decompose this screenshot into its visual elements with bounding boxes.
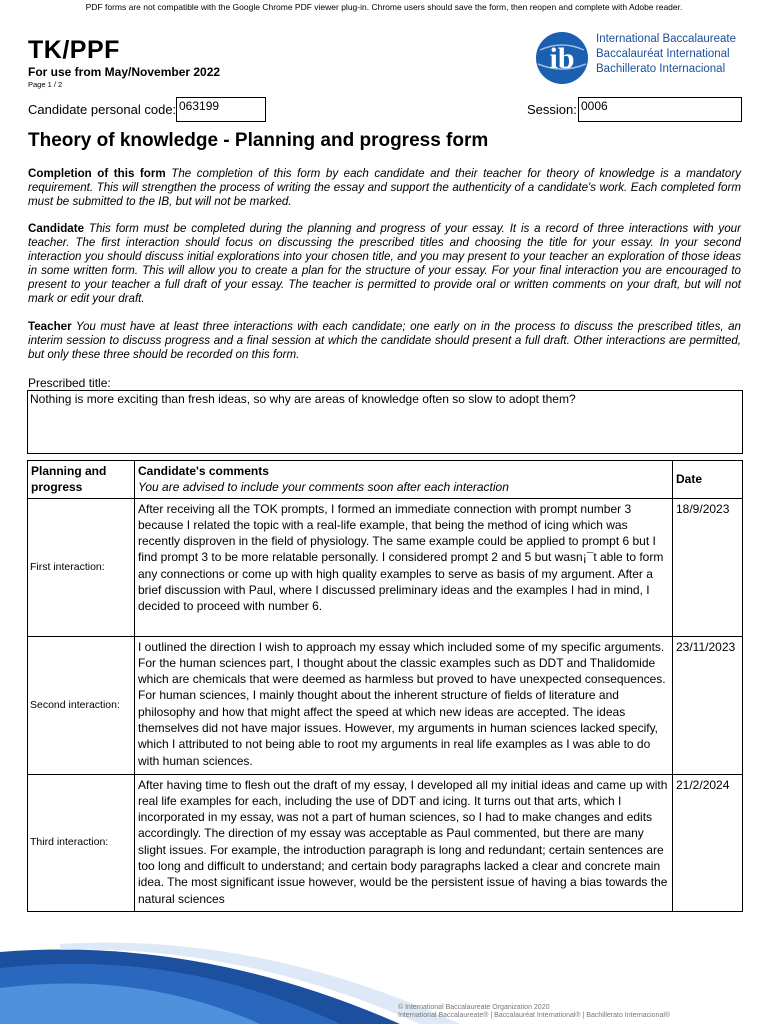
ib-name-en: International Baccalaureate [596,33,737,45]
comments-header-title: Candidate's comments [138,464,269,478]
completion-text: The completion of this form by each candidate and their teacher for theory of knowledge is a mandatory requirement. This will strengthen the process of writing the essay and support the authenticity of a candidate's work. Each completed form must be submitted to the IB, but will not be marked. [28,167,742,208]
date-field-first[interactable]: 18/9/2023 [673,498,743,636]
teacher-text: You must have at least three interactions with each candidate; one early on in the process to discuss the prescribed titles, an interim session to discuss progress and a final session at which the candidate should present a full draft. Other interactions are permitted, but only these three should be recorded on this form. [28,320,741,361]
comments-header-subtitle: You are advised to include your comments soon after each interaction [138,480,509,495]
prescribed-title-label: Prescribed title: [28,376,111,390]
ib-logo-text [596,32,736,77]
row-label-second: Second interaction: [28,636,135,774]
candidate-code-field[interactable]: 063199 [176,97,266,122]
table-row [28,498,743,636]
date-field-third[interactable]: 21/2/2024 [673,774,743,911]
table-header-row [28,461,743,499]
table-row [28,774,743,911]
comments-header [135,461,673,499]
date-field-second[interactable]: 23/11/2023 [673,636,743,774]
comment-field-first[interactable]: After receiving all the TOK prompts, I formed an immediate connection with prompt number 3 because I related the topic with a real-life example, that being the method of icing which was recently disproven in the field of physiology. The same example could be applied to prompt 6 but I find prompt 3 to be more relatable personally. I considered prompt 2 and 5 but wasn¡¯t able to form any connections or come up with high quality examples to serve as basis of my argument. After a brief discussion with Paul, where I discussed preliminary ideas and the examples I had in mind, I decided to proceed with number 6. [135,498,673,636]
ib-logo-mark: ib [549,42,575,75]
use-from-text: For use from May/November 2022 [28,65,221,79]
teacher-instructions [28,320,741,362]
planning-progress-header: Planning and progress [28,461,135,499]
candidate-text: This form must be completed during the planning and progress of your essay. It is a record of three interactions with your teacher. The first interaction should focus on discussing the prescribed titles and choosing the title for your essay. In your second interaction you should discuss initial explorations into your chosen title, and you may present to your teacher an exploration of those ideas in some written form. This will allow you to create a plan for the structure of your essay. For your final interaction you are encouraged to present to your teacher a full draft of your essay. The teacher is permitted to provide oral or written comments on your draft, but will not mark or edit your draft. [28,222,741,305]
prescribed-title-field[interactable]: Nothing is more exciting than fresh ideas, so why are areas of knowledge often so slow to adopt them? [27,390,743,454]
page-number: Page 1 / 2 [28,80,63,89]
comment-field-third[interactable] [135,774,673,911]
row-label-first: First interaction: [28,498,135,636]
copyright-line-2: International Baccalaureate® | Baccalauréat International® | Bachillerato Internacional® [398,1012,671,1019]
candidate-label: Candidate [28,222,85,235]
session-label: Session: [527,102,577,117]
ib-name-es: Bachillerato Internacional [596,63,726,75]
copyright-line-1: © International Baccalaureate Organization 2020 [398,1004,550,1011]
copyright-notice [398,1004,670,1020]
row-label-third: Third interaction: [28,774,135,911]
interactions-table [27,460,743,912]
candidate-code-label: Candidate personal code: [28,102,177,117]
completion-instructions [28,167,741,209]
form-code: TK/PPF [28,36,120,64]
comment-field-second[interactable]: I outlined the direction I wish to approach my essay which included some of my specific arguments. For the human sciences part, I thought about the classic examples such as DDT and Thalidomide which are chemicals that were deemed as harmless but proved to have unexpected consequences. For human sciences, I mainly thought about the inherent structure of fields of literature and philosophy and how that might affect the speed at which new ideas are accepted. The ideas themselves did not have major issues. However, my arguments in human sciences lacked specify, which I attributed to not being able to root my arguments in real life examples as I was able to do with human sciences. [135,636,673,774]
ib-name-fr: Baccalauréat International [596,48,730,60]
table-row [28,636,743,774]
session-field[interactable]: 0006 [578,97,742,122]
completion-label: Completion of this form [28,167,166,180]
date-header: Date [673,461,743,499]
teacher-label: Teacher [28,320,72,333]
comment-text-third: After having time to flesh out the draft of my essay, I developed all my initial ideas and came up with real life examples for each, including the use of DDT and icing. It turns out that arts, which I incorporated in my essay, was not a part of human sciences, so I had to make changes and edits accordingly. The direction of my essay was acceptable as Paul commented, but there are many slight issues. For example, the introduction paragraph is long and redundant; certain sentences are too long and difficult to understand; and certain body paragraphs lacked a clear and concrete main idea. The most significant issue however, would be the persistent issue of having a bias towards the natural sciences [138,777,668,906]
candidate-instructions [28,222,741,306]
form-title: Theory of knowledge - Planning and progress form [28,130,489,151]
chrome-notice: PDF forms are not compatible with the Google Chrome PDF viewer plug-in. Chrome users should save the form, then reopen and complete with Adobe reader. [85,2,683,12]
